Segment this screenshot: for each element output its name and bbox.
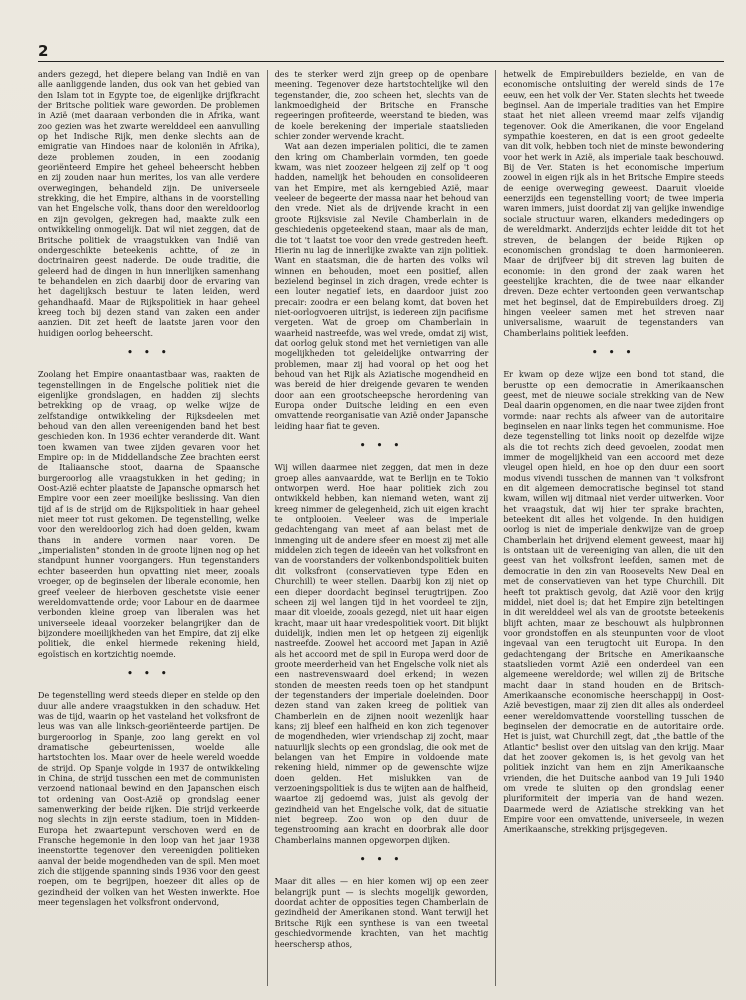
column-2 [267, 70, 496, 986]
paragraph: Wat aan dezen imperialen politici, die te zamen den kring om Chamberlain vormden, ten goede kwam, was niet zoozeer helgeen zij zelf op 't oog hadden, namelijk het behouden en consolideeren van het Empire, met als kerngebied Azië, maar veeleer de begeerte der massa naar het behoud van den vrede. Niet als de drijvende kracht in een groote Rijksvisie zal Nevile Chamberlain in de geschiedenis opgeteekend staan, maar als de man, die tot 't laatst toe voor den vrede gestreden heeft. Hierin nu lag de innerlijke zwakte van zijn politiek. Want en staatsman, die de harten des volks wil winnen en behouden, moet een positief, allen bezielend beginsel in zich dragen, vrede echter is een louter negatief iets, en daardoor juist zoo precair: zoodra er een belang komt, dat boven het niet-oorlogvoeren uitrijst, is iedereen zijn pacifisme vergeten. Wat de groep om Chamberlain in waarheid nastreefde, was wel vrede, omdat zij wist, dat oorlog geluk stond met het vernietigen van alle mogelijkheden tot geleidelijke ontwarring der problemen, maar zij had vooral op het oog het behoud van het Rijk als Aziatische mogendheid en was bereid de hier dreigende gevaren te wenden door aan een grootscheepsche herordening van Europa onder Duitsche leiding en een even omvattende reorganisatie van Azië onder Japansche leiding haar fiat te geven. [274, 142, 489, 431]
paragraph: Er kwam op deze wijze een bond tot stand, die berustte op een democratie in Amerikaanschen geest, met de nieuwe sociale strekking van de New Deal daarin opgenomen, en die naar twee zijden front vormde: naar rechts als afweer van de autoritaire beginselen en naar links tegen het communisme. Hoe deze tegenstelling tot links nooit op dezelfde wijze als die tot rechts zich deed gevoelen, zoodat men immer de mogelijkheid van een accoord met deze vleugel open hield, en hoe op den duur een soort modus vivendi tusschen de mannen van 't volksfront en dit algemeen democratische beginsel tot stand kwam, willen wij ditmaal niet verder uitwerken. Voor het vraagstuk, dat wij hier ter sprake brachten, beteekent dit alles het volgende. In den huidigen oorlog is niet de imperiale denkwijze van de groep Chamberlain het drijvend element geweest, maar hij is ontstaan uit de vereeniging van allen, die uit den geest van het volksfront leefden, samen met de democratie in den zin van Roosevelts New Deal en met de conservatieven van het type Churchill. Dit heeft tot praktisch gevolg, dat Azië voor den krijg middel, niet doel is; dat het Empire zijn beteltingen in dit werelddeel wel als van de grootste beteekenis blijft achten, maar ze beschouwt als hulpbronnen voor grondstoffen en als steunpunten voor de vloot ingevaal van een terugtocht uit Europa. In den gedachtengang der Britsche en Amerikaansche staatslieden vormt Azië een onderdeel van een algemeene wereldorde; wel willen zij de Britsche macht daar in stand houden en de Britsch-Amerikaansche economische heerschappij in Oost-Azië bevestigen, maar zij zien dit alles als onderdeel eener wereldomvattende voorstelling tusschen de beginselen der democratie en de autoritaire orde. Het is juist, wat Churchill zegt, dat „the battle of the Atlantic" beslist over den uitslag van den krijg. Maar dat het zoover gekomen is, is het gevolg van het politiek inzicht van hem en zijn Amerikaansche vrienden, die het Duitsche aanbod van 19 Juli 1940 om vrede te sluiten op den grondslag eener pluriformiteit der imperia van de hand wezen. Daarmede werd de Aziatische strekking van het Empire voor een omvattende, universeele, in wezen Amerikaansche, strekking prijsgegeven. [503, 370, 724, 835]
section-separator: • • • [359, 441, 404, 452]
paragraph: Maar dit alles — en hier komen wij op een zeer belangrijk punt — is slechts mogelijk geworden, doordat achter de opposities tegen Chamberlain de gezindheid der Amerikanen stond. Want terwijl het Britsche Rijk een synthese is van een tweetal geschiedvormende krachten, van het machtig heerschersp athos, [274, 877, 489, 949]
paragraph: des te sterker werd zijn greep op de openbare meening. Tegenover deze hartstochtelijke wil den tegenstander, die, zoo scheen het, slechts van de lankmoedigheid der Britsche en Fransche regeeringen profiteerde, weerstand te bieden, was de koele berekening der imperiale staatslieden schier zonder wervende kracht. [274, 70, 489, 142]
section-separator: • • • [359, 855, 404, 866]
paragraph: hetwelk de Empirebuilders bezielde, en van de economische ontsluiting der wereld sinds de 17e eeuw, een het volk der Ver. Staten slechts het tweede beginsel. Aan de imperiale tradities van het Empire staat het niet alleen vreemd maar zelfs vijandig tegenover. Ook die Amerikanen, die voor Engeland sympathie koesteren, en dat is een groot gedeelte van dit volk, hebben toch niet de minste bewondering voor het werk in Azië, als imperiale taak beschouwd. Bij de Ver. Staten is het economische imperium zoowel in eigen rijk als in het Britsche Empire steeds de eenige overweging geweest. Daaruit vloeide eenerzijds een tegenstelling voort; de twee imperia waren immers, juist doordat zij van gelijke inwendige sociale structuur waren, elkanders mededingers op de wereldmarkt. Anderzijds echter leidde dit tot het streven, de belangen der beide Rijken op economischen grondslag te doen harmonieeren. Maar de drijfveer bij dit streven lag buiten de economie: in den grond der zaak waren het geestelijke krachten, die de twee naar elkander dreven. Deze echter vertoonden geen verwantschap met het beginsel, dat de Empirebuilders droeg. Zij hingen veeleer samen met het streven naar universalisme, waaruit de tegenstanders van Chamberlains politiek leefden. [503, 70, 724, 338]
paragraph: Zoolang het Empire onaantastbaar was, raakten de tegenstellingen in de Engelsche politiek niet die eigenlijke grondslagen, en hadden zij slechts betrekking op de vraag, op welke wijze de zelfstandige ontwikkeling der Rijksdeelen met behoud van den allen vereenigenden band het best geschieden kon. In 1936 echter veranderde dit. Want toen kwamen van twee zijden gevaren voor het Empire op: in de Middellandsche Zee brachten eerst de Italiaansche stoot, daarna de Spaansche burgeroorlog alle vraagstukken in het geding; in Oost-Azië echter plaatste de Japansche opmarsch het Empire voor een zeer moeilijke beslissing. Van dien tijd af is de strijd om de Rijkspolitiek in haar geheel niet meer tot rust gekomen. De tegenstelling, welke voor den wereldoorlog zich had doen gelden, kwam thans in andere vormen naar voren. De „imperialisten" stonden in de groote lijnen nog op het standpunt hunner voorgangers. Hun tegenstanders echter baseerden hun opvatting niet meer, zooals vroeger, op de beginselen der liberale economie, hen greef veeleer de hierboven geschetste visie eener wereldomvattende orde; voor Labour en de daarmee verbonden kleine groep van liberalen was het universeele ideaal voorzeker belangrijker dan de bijzondere moeilijkheden van het Empire, dat zij elke politiek, die enkel hiermede rekening hield, egoïstisch en kortzichtig noemde. [38, 370, 260, 659]
section-separator: • • • [591, 347, 636, 358]
column-3 [495, 70, 724, 986]
page-number: 2 [38, 42, 49, 60]
column-1 [38, 70, 267, 986]
paragraph: Wij willen daarmee niet zeggen, dat men in deze groep alles aanvaardde, wat te Berlijn en te Tokio ontworpen werd. Hoe haar politiek zich zou ontwikkeld hebben, kan niemand weten, want zij kreeg nimmer de gelegenheid, zich uit eigen kracht te ontplooien. Veeleer was de imperiale gedachtengang van meet af aan belast met de inmenging uit de andere sfeer en moest zij met alle middelen zich tegen de ideeën van het volksfront en van de voorstanders der volkenbondspolitiek buiten dit volksfront (conservatieven type Eden en Churchill) te weer stellen. Daarbij kon zij niet op een dieper doordacht beginsel terugtrijpen. Zoo scheen zij wel langen tijd in het voordeel te zijn, maar dit vloeide, zooals gezegd, niet uit haar eigen kracht, maar uit haar vredespolitiek voort. Dit blijkt duidelijk, indien men let op hetgeen zij eigenlijk nastreefde. Zoowel het accoord met Japan in Azië als het accoord met de spil in Europa werd door de groote meerderheid van het Engelsche volk niet als een nastrevenswaard doel erkend; in wezen stonden de meesten reeds toen op het standpunt der tegenstanders der imperiale doeleinden. Door dezen stand van zaken kreeg de politiek van Chamberlein en de zijnen nooit wezenlijk haar kans; zij bleef een halfheid en kon zich tegenover de mogendheden, wier vriendschap zij zocht, maar natuurlijk slechts op een grondslag, die ook met de belangen van het Empire in voldoende mate rekening hield, nimmer op de gewenschte wijze doen gelden. Het mislukken van de verzoeningspolitiek is dus te wijten aan de halfheid, waartoe zij gedoemd was, juist als gevolg der gezindheid van het Engelsche volk, dat de situatie niet begreep. Zoo won op den duur de tegenstrooming aan kracht en doorbrak alle door Chamberlains mannen opgeworpen dijken. [274, 463, 489, 845]
header-rule [38, 61, 724, 62]
paragraph: De tegenstelling werd steeds dieper en stelde op den duur alle andere vraagstukken in den schaduw. Het was de tijd, waarin op het vasteland het volksfront de leus was van alle linksch-georiënteerde partijen. De burgeroorlog in Spanje, zoo lang gerekt en vol dramatische gebeurtenissen, woelde alle hartstochten los. Maar over de heele wereld woedde de strijd. Op Spanje volgde in 1937 de ontwikkeling in China, de strijd tusschen een met de communisten verzoend nationaal bewind en den Japanschen eisch tot ordening van Oost-Azië op grondslag eener samenwerking der beide rijken. Die strijd verkeerde nog slechts in zijn eerste stadium, toen in Midden-Europa het zwaartepunt verschoven werd en de Fransche hegemonie in den loop van het jaar 1938 ineenstortte tegenover den vereenigden politieken aanval der beide mogendheden van de spil. Men moet zich die stijgende spanning sinds 1936 voor den geest roepen, om te begrijpen, hoezeer dit alles op de gezindheid der volken van het Westen inwerkte. Hoe meer tegenslagen het volksfront ondervond, [38, 691, 260, 908]
section-separator: • • • [127, 668, 171, 679]
paragraph: anders gezegd, het diepere belang van Indië en van alle aanliggende landen, dus ook van het gebied van den Islam tot in Egypte toe, de eigenlijke drijfkracht der Britsche politiek ware geworden. De problemen in Azië (met daaraan verbonden die in Afrika, want zoo gezien was het zwarte werelddeel een aanvulling op het Indische Rijk, men denke slechts aan de emigratie van Hindoes naar de koloniën in Afrika), deze problemen zouden, in een zoodanig georiënteerd Empire het geheel beheerscht hebben en zij zouden naar hun merites, los van alle verdere overwegingen, behandeld zijn. De universeele strekking, die het Empire, althans in de voorstelling van het Engelsche volk, thans door den wereldoorlog en zijn gevolgen, gekregen had, maakte zulk een ontwikkeling onmogelijk. Dat wil niet zeggen, dat de Britsche politiek de vraagstukken van Indië van ondergeschikte beteekenis achtte, of ze in doctrinairen geest naderde. De oude traditie, die geleerd had de dingen in hun innerlijken samenhang te behandelen en zich daarbij door de ervaring van het dagelijksch bestuur te laten leiden, werd gehandhaafd. Maar de Rijkspolitiek in haar geheel kreeg toch bij dezen stand van zaken een ander aanzien. Dit zet heeft de laatste jaren voor den huidigen oorlog beheerscht. [38, 70, 260, 338]
article-columns [38, 70, 724, 986]
section-separator: • • • [127, 347, 171, 358]
